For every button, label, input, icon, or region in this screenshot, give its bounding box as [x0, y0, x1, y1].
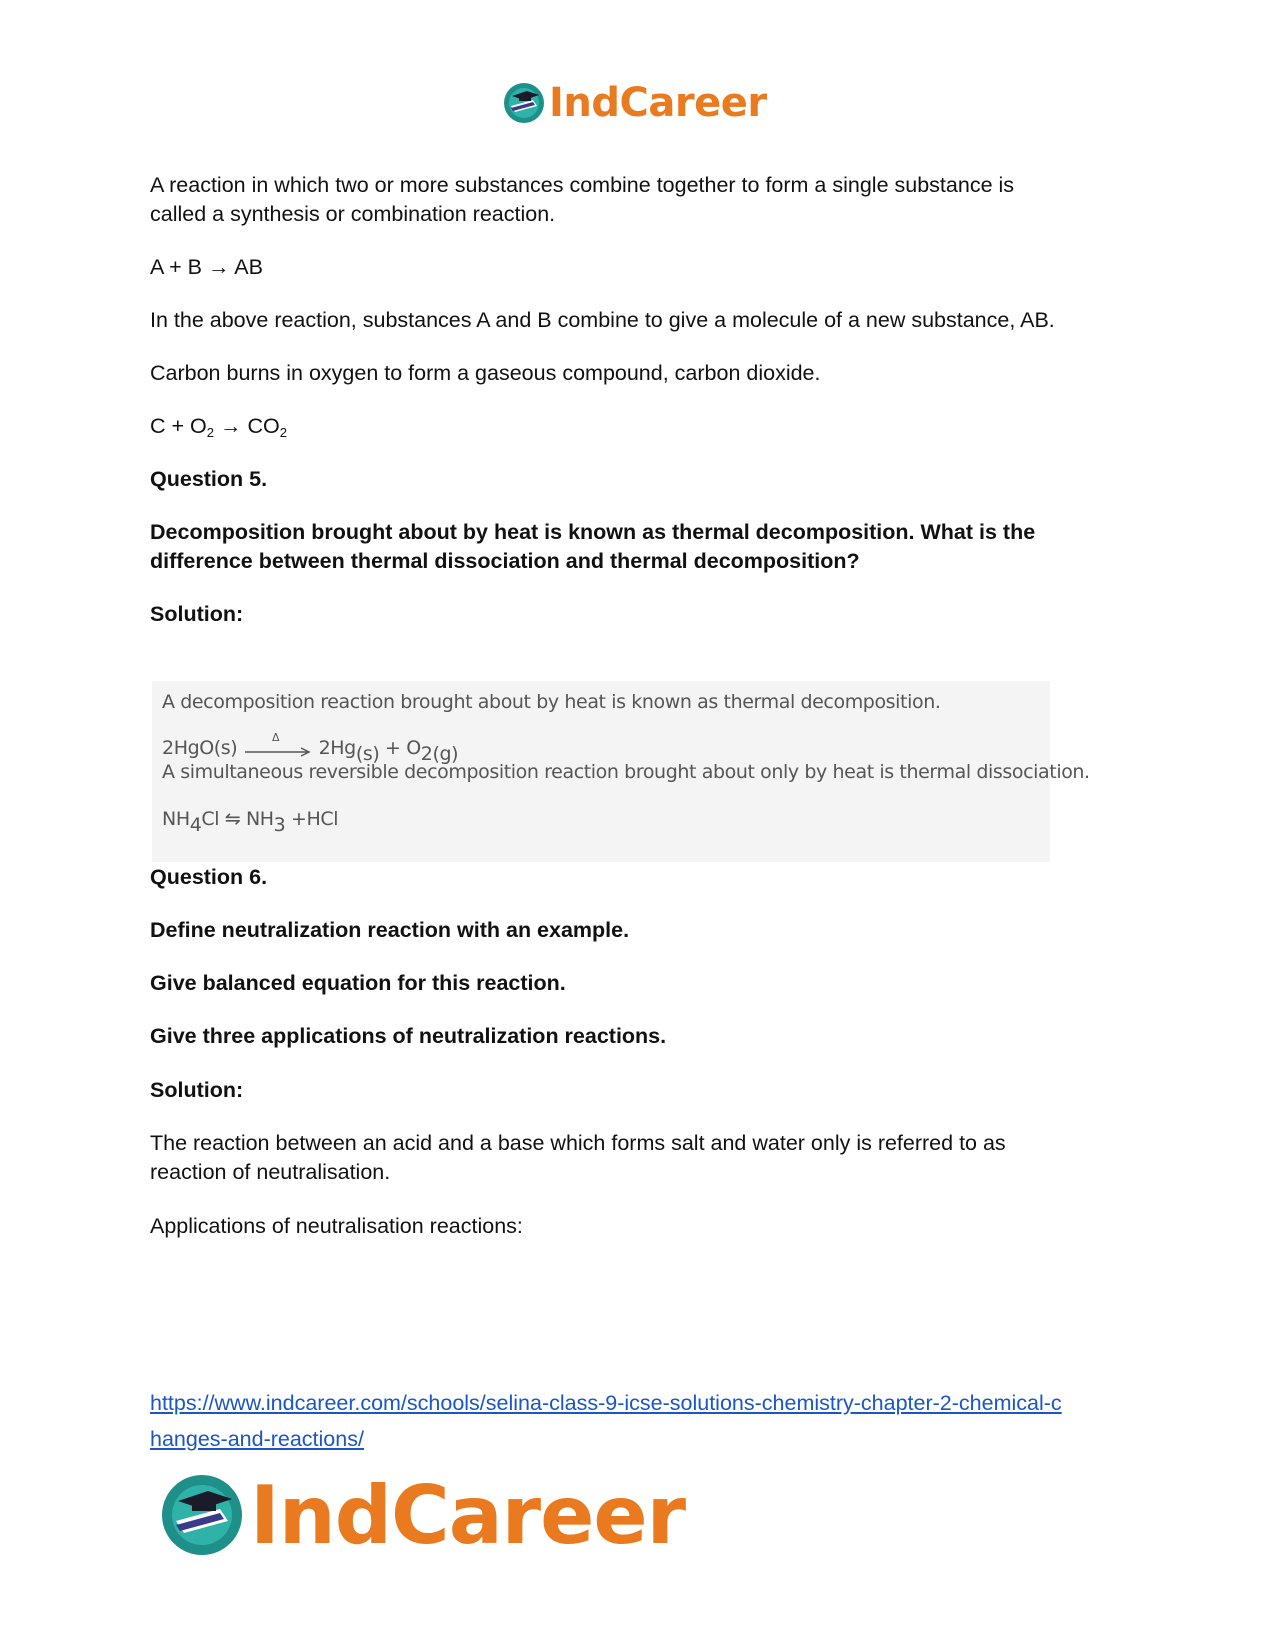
source-link-line2: hanges-and-reactions/	[150, 1427, 364, 1451]
eq-part: Cl ⇋ NH	[201, 808, 274, 830]
footer-logo	[160, 1470, 685, 1560]
eq-subscript: 2(g)	[420, 743, 459, 765]
paragraph-neutralisation-line1: The reaction between an acid and a base which forms salt and water only is referred to as	[150, 1131, 1006, 1155]
eq-subscript: 4	[189, 814, 202, 836]
logo-text: IndCareer	[549, 80, 767, 126]
source-link[interactable]	[150, 1385, 1140, 1457]
heat-arrow	[243, 730, 313, 759]
question-5-title: Question 5.	[150, 467, 268, 491]
question-6-line1: Define neutralization reaction with an example.	[150, 918, 630, 942]
header-logo	[503, 80, 767, 126]
equation-a-b: A + B → AB	[150, 255, 263, 279]
eq-part: +HCl	[285, 808, 339, 830]
question-6-line2: Give balanced equation for this reaction.	[150, 971, 566, 995]
solution-label: Solution:	[150, 602, 244, 626]
eq-part: + O	[379, 737, 421, 759]
graduation-book-icon	[160, 1473, 244, 1557]
eq-part: C + O	[150, 414, 207, 438]
solution-box-equation-nh4cl	[162, 808, 339, 836]
paragraph-synthesis-line1: A reaction in which two or more substances combine together to form a single substance is	[150, 173, 1015, 197]
graduation-book-icon	[503, 82, 545, 124]
question-5-line2: difference between thermal dissociation and thermal decomposition?	[150, 549, 860, 573]
solution-image-box	[152, 681, 1090, 862]
solution-box-equation-hgo	[162, 730, 459, 765]
question-5-line1: Decomposition brought about by heat is known as thermal decomposition. What is the	[150, 520, 1036, 544]
paragraph-neutralisation-line2: reaction of neutralisation.	[150, 1160, 391, 1184]
question-6-title: Question 6.	[150, 865, 268, 889]
eq-subscript: 3	[273, 814, 286, 836]
question-6-line3: Give three applications of neutralization reactions.	[150, 1024, 667, 1048]
eq-subscript: 2	[279, 425, 287, 440]
paragraph-applications: Applications of neutralisation reactions:	[150, 1214, 523, 1238]
source-link-line1: https://www.indcareer.com/schools/selina-class-9-icse-solutions-chemistry-chapter-2-chemical-c	[150, 1391, 1062, 1415]
paragraph-carbon-burns: Carbon burns in oxygen to form a gaseous compound, carbon dioxide.	[150, 361, 821, 385]
solution-box-line2: A simultaneous reversible decomposition reaction brought about only by heat is thermal dissociation.	[162, 761, 1090, 783]
heat-symbol: Δ	[271, 730, 280, 744]
solution-box-line1: A decomposition reaction brought about by heat is known as thermal decomposition.	[162, 691, 941, 713]
eq-part: 2Hg	[318, 737, 356, 759]
eq-part: 2HgO(s)	[162, 737, 238, 759]
eq-part: NH	[162, 808, 190, 830]
paragraph-above-reaction: In the above reaction, substances A and B combine to give a molecule of a new substance, AB.	[150, 308, 1055, 332]
paragraph-synthesis-line2: called a synthesis or combination reaction.	[150, 202, 556, 226]
solution-label: Solution:	[150, 1078, 244, 1102]
eq-subscript: (s)	[355, 743, 380, 765]
eq-subscript: 2	[206, 425, 214, 440]
eq-part: → CO	[214, 414, 280, 438]
logo-text: IndCareer	[250, 1468, 686, 1562]
equation-carbon-dioxide	[150, 411, 287, 441]
